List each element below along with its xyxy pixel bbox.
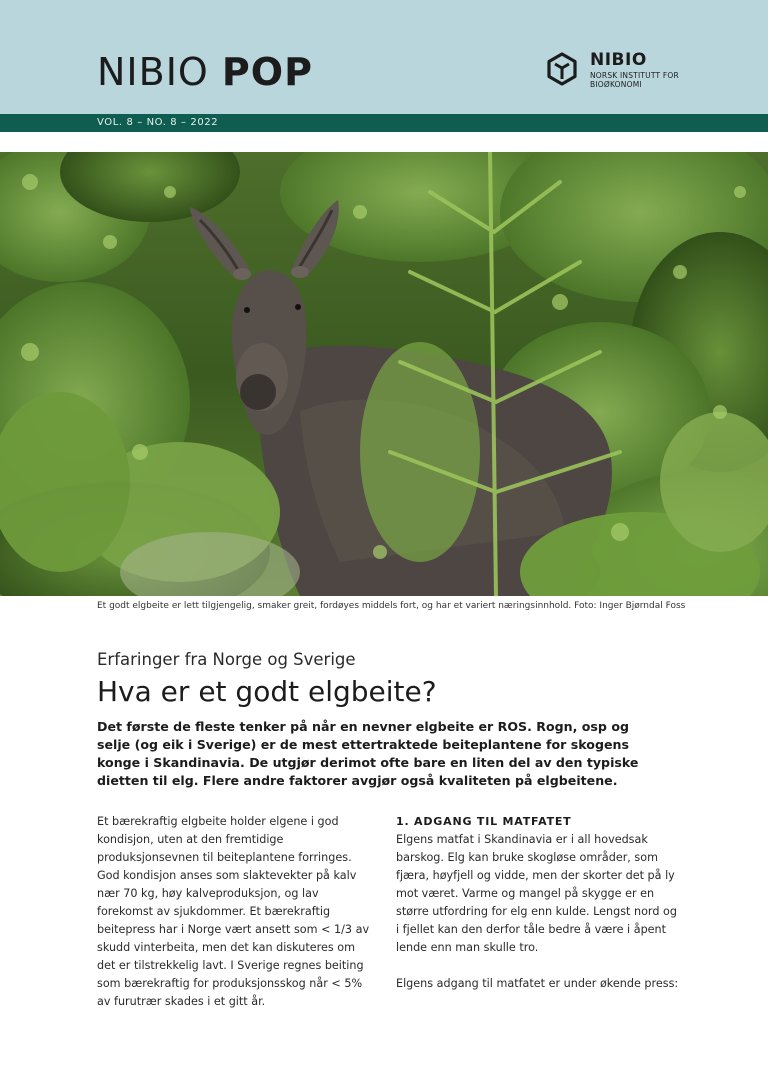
body-paragraph: Elgens matfat i Skandinavia er i all hovedsak barskog. Elg kan bruke skogløse områder, som fjæra, høyfjell og vidde, men der skorter det på ly mot været. Varme og mangel på skygge er en større utfordring for elg enn kulde. Lengst nord og i fjellet kan den derfor tåle bedre å være i åpent lende enn man skulle tro. xyxy=(396,833,677,954)
page-header xyxy=(0,0,768,114)
brand-main: NIBIO xyxy=(97,50,209,94)
article-kicker: Erfaringer fra Norge og Sverige xyxy=(97,650,356,669)
article-right-column xyxy=(396,813,681,993)
nibio-logo[interactable] xyxy=(544,50,704,90)
photo-caption: Et godt elgbeite er lett tilgjengelig, smaker greit, fordøyes middels fort, og har et variert næringsinnhold. Foto: Inger Bjørndal Foss xyxy=(97,601,686,611)
org-subtitle-line2: BIOØKONOMI xyxy=(590,80,642,89)
nibio-hexagon-logo-icon xyxy=(544,51,580,87)
brand-bold: POP xyxy=(221,50,313,94)
publication-title xyxy=(97,50,313,94)
org-name: NIBIO xyxy=(590,50,647,70)
volume-label: VOL. 8 – NO. 8 – 2022 xyxy=(97,117,219,128)
article-title: Hva er et godt elgbeite? xyxy=(97,675,437,708)
body-paragraph: Et bærekraftig elgbeite holder elgene i god kondisjon, uten at den fremtidige produksjonsevnen til beiteplantene forringes. God kondisjon anses som slaktevekter på kalv nær 70 kg, høy kalveproduksjon, og lav forekomst av sjukdommer. Et bærekraftig beitepress har i Norge vært ansett som < 1/3 av skudd vinterbeita, men det kan diskuteres om det er tilstrekkelig lavt. I Sverige regnes beiting som bærekraftig for produksjonsskog når < 5% av furutrær skades i et gitt år. xyxy=(97,815,370,1008)
section-heading: 1. ADGANG TIL MATFATET xyxy=(396,815,572,828)
moose-in-forest-photo xyxy=(0,152,768,596)
volume-band xyxy=(0,114,768,132)
org-subtitle-line1: NORSK INSTITUTT FOR xyxy=(590,71,679,80)
article-lead: Det første de fleste tenker på når en nevner elgbeite er ROS. Rogn, osp og selje (og eik i Sverige) er de mest ettertraktede beiteplantene for skogens konge i Skandinavia. De utgjør derimot ofte bare en liten del av den typiske dietten til elg. Flere andre faktorer avgjør også kvaliteten på elgbeitene. xyxy=(97,719,639,788)
article-left-column xyxy=(97,813,372,1011)
body-paragraph: Elgens adgang til matfatet er under økende press: xyxy=(396,977,679,990)
photo-illustration xyxy=(0,152,768,596)
